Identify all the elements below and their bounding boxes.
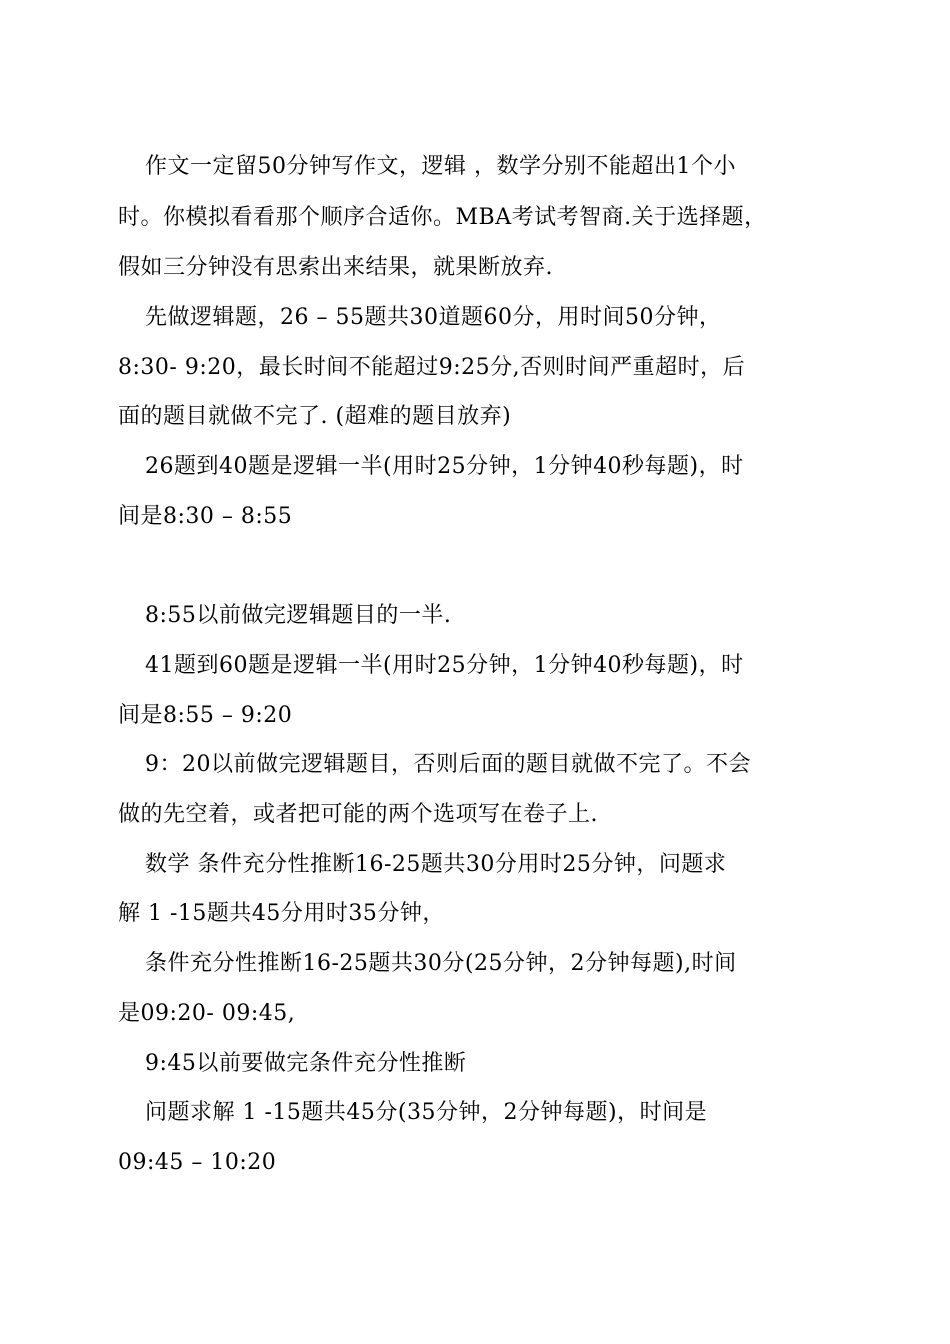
text-line: 9：20以前做完逻辑题目，否则后面的题目就做不完了。不会: [145, 752, 751, 777]
text-line: 作文一定留50分钟写作文，逻辑 ，数学分别不能超出1个小: [145, 154, 736, 179]
text-line: 做的先空着，或者把可能的两个选项写在卷子上.: [118, 802, 598, 827]
text-line: 解 1 -15题共45分用时35分钟，: [118, 901, 445, 926]
text-line: 是09:20- 09:45,: [118, 1001, 296, 1026]
text-line: 9:45以前要做完条件充分性推断: [145, 1051, 467, 1076]
text-line: 假如三分钟没有思索出来结果，就果断放弃.: [118, 255, 553, 280]
text-line: 面的题目就做不完了. (超难的题目放弃): [118, 404, 512, 429]
text-line: 数学 条件充分性推断16-25题共30分用时25分钟，问题求: [145, 852, 727, 877]
text-line: 问题求解 1 -15题共45分(35分钟，2分钟每题)，时间是: [145, 1100, 708, 1125]
text-line: 先做逻辑题，26 – 55题共30道题60分，用时间50分钟，: [145, 305, 722, 330]
text-line: 8:30- 9:20，最长时间不能超过9:25分,否则时间严重超时，后: [118, 355, 746, 380]
text-line: 时。你模拟看看那个顺序合适你。MBA考试考智商.关于选择题，: [118, 205, 767, 230]
text-line: 条件充分性推断16-25题共30分(25分钟，2分钟每题),时间: [145, 951, 737, 976]
text-line: 09:45 – 10:20: [118, 1150, 277, 1175]
text-line: 间是8:55 – 9:20: [118, 703, 293, 728]
text-line: 26题到40题是逻辑一半(用时25分钟，1分钟40秒每题)，时: [145, 454, 744, 479]
text-line: 41题到60题是逻辑一半(用时25分钟，1分钟40秒每题)，时: [145, 653, 744, 678]
text-line: 8:55以前做完逻辑题目的一半.: [145, 603, 452, 628]
text-line: 间是8:30 – 8:55: [118, 504, 293, 529]
